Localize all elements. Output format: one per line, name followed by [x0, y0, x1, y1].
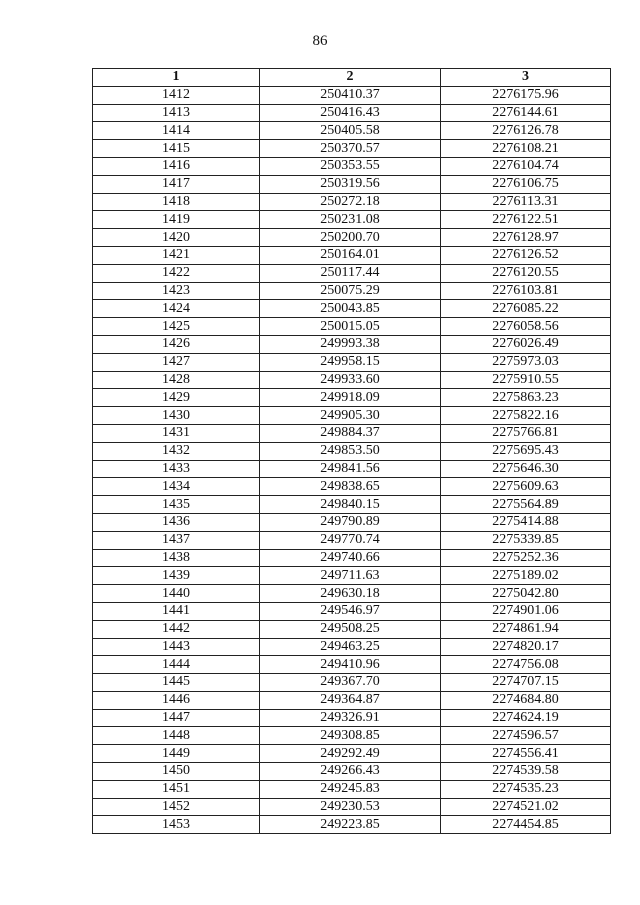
table-cell-col-3: 2276108.21	[441, 140, 611, 158]
table-cell-col-2: 249463.25	[260, 638, 441, 656]
table-cell-col-2: 249711.63	[260, 567, 441, 585]
table-cell-col-1: 1433	[93, 460, 260, 478]
table-row	[93, 353, 611, 371]
table-cell-col-2: 250272.18	[260, 193, 441, 211]
coordinates-table	[92, 68, 611, 834]
table-cell-col-3: 2274756.08	[441, 656, 611, 674]
table-row	[93, 442, 611, 460]
table-cell-col-3: 2275646.30	[441, 460, 611, 478]
table-body	[93, 86, 611, 833]
table-cell-col-1: 1418	[93, 193, 260, 211]
table-cell-col-3: 2274556.41	[441, 745, 611, 763]
table-cell-col-1: 1431	[93, 424, 260, 442]
table-row	[93, 389, 611, 407]
table-cell-col-3: 2274596.57	[441, 727, 611, 745]
table-cell-col-1: 1414	[93, 122, 260, 140]
table-row	[93, 585, 611, 603]
table-cell-col-3: 2276128.97	[441, 229, 611, 247]
table-cell-col-1: 1445	[93, 674, 260, 692]
table-cell-col-2: 250319.56	[260, 175, 441, 193]
table-row	[93, 335, 611, 353]
table-cell-col-2: 249308.85	[260, 727, 441, 745]
table-cell-col-1: 1434	[93, 478, 260, 496]
table-row	[93, 549, 611, 567]
table-cell-col-2: 250015.05	[260, 318, 441, 336]
table-cell-col-1: 1453	[93, 816, 260, 834]
table-cell-col-1: 1437	[93, 531, 260, 549]
table-cell-col-1: 1426	[93, 335, 260, 353]
table-cell-col-3: 2276085.22	[441, 300, 611, 318]
table-cell-col-3: 2275973.03	[441, 353, 611, 371]
table-cell-col-3: 2275695.43	[441, 442, 611, 460]
table-row	[93, 318, 611, 336]
table-row	[93, 371, 611, 389]
table-row	[93, 424, 611, 442]
table-cell-col-3: 2276113.31	[441, 193, 611, 211]
table-cell-col-1: 1438	[93, 549, 260, 567]
table-cell-col-3: 2276103.81	[441, 282, 611, 300]
table-cell-col-2: 250370.57	[260, 140, 441, 158]
table-cell-col-3: 2275339.85	[441, 531, 611, 549]
table-cell-col-2: 249918.09	[260, 389, 441, 407]
column-header-3: 3	[441, 69, 611, 87]
table-cell-col-1: 1430	[93, 407, 260, 425]
table-row	[93, 763, 611, 781]
table-cell-col-3: 2274820.17	[441, 638, 611, 656]
table-cell-col-1: 1444	[93, 656, 260, 674]
table-row	[93, 496, 611, 514]
table-cell-col-1: 1452	[93, 798, 260, 816]
table-cell-col-1: 1419	[93, 211, 260, 229]
table-cell-col-1: 1415	[93, 140, 260, 158]
table-cell-col-2: 249838.65	[260, 478, 441, 496]
table-cell-col-1: 1425	[93, 318, 260, 336]
table-cell-col-3: 2275252.36	[441, 549, 611, 567]
table-cell-col-1: 1447	[93, 709, 260, 727]
table-cell-col-3: 2275863.23	[441, 389, 611, 407]
table-cell-col-2: 249266.43	[260, 763, 441, 781]
table-cell-col-2: 250200.70	[260, 229, 441, 247]
table-row	[93, 727, 611, 745]
table-cell-col-2: 250231.08	[260, 211, 441, 229]
table-cell-col-2: 250410.37	[260, 86, 441, 104]
table-cell-col-1: 1412	[93, 86, 260, 104]
table-row	[93, 246, 611, 264]
table-cell-col-1: 1420	[93, 229, 260, 247]
table-cell-col-2: 250075.29	[260, 282, 441, 300]
table-row	[93, 460, 611, 478]
table-cell-col-3: 2274684.80	[441, 691, 611, 709]
table-cell-col-3: 2274901.06	[441, 602, 611, 620]
table-cell-col-3: 2275042.80	[441, 585, 611, 603]
table-cell-col-2: 249410.96	[260, 656, 441, 674]
table-cell-col-2: 249364.87	[260, 691, 441, 709]
table-row	[93, 745, 611, 763]
table-cell-col-3: 2274707.15	[441, 674, 611, 692]
column-header-2: 2	[260, 69, 441, 87]
table-cell-col-1: 1417	[93, 175, 260, 193]
table-cell-col-3: 2276058.56	[441, 318, 611, 336]
table-row	[93, 691, 611, 709]
table-row	[93, 193, 611, 211]
table-cell-col-1: 1446	[93, 691, 260, 709]
table-cell-col-1: 1423	[93, 282, 260, 300]
table-cell-col-3: 2275910.55	[441, 371, 611, 389]
table-cell-col-3: 2275609.63	[441, 478, 611, 496]
table-cell-col-2: 250043.85	[260, 300, 441, 318]
table-cell-col-3: 2275766.81	[441, 424, 611, 442]
table-cell-col-3: 2276106.75	[441, 175, 611, 193]
table-cell-col-2: 249326.91	[260, 709, 441, 727]
table-cell-col-1: 1451	[93, 780, 260, 798]
table-cell-col-1: 1441	[93, 602, 260, 620]
table-cell-col-3: 2276026.49	[441, 335, 611, 353]
table-cell-col-2: 249993.38	[260, 335, 441, 353]
table-row	[93, 798, 611, 816]
table-row	[93, 282, 611, 300]
table-cell-col-3: 2274624.19	[441, 709, 611, 727]
table-cell-col-3: 2276120.55	[441, 264, 611, 282]
table-cell-col-1: 1422	[93, 264, 260, 282]
table-cell-col-2: 250405.58	[260, 122, 441, 140]
table-cell-col-1: 1432	[93, 442, 260, 460]
table-row	[93, 602, 611, 620]
table-cell-col-1: 1449	[93, 745, 260, 763]
page-number: 86	[312, 33, 328, 49]
table-cell-col-2: 250353.55	[260, 157, 441, 175]
table-row	[93, 816, 611, 834]
table-cell-col-3: 2276175.96	[441, 86, 611, 104]
table-row	[93, 104, 611, 122]
table-cell-col-3: 2275564.89	[441, 496, 611, 514]
table-row	[93, 638, 611, 656]
table-cell-col-1: 1440	[93, 585, 260, 603]
table-cell-col-2: 249841.56	[260, 460, 441, 478]
table-row	[93, 531, 611, 549]
table-row	[93, 567, 611, 585]
table-cell-col-2: 250164.01	[260, 246, 441, 264]
table-cell-col-2: 249905.30	[260, 407, 441, 425]
table-cell-col-2: 249770.74	[260, 531, 441, 549]
table-cell-col-2: 249790.89	[260, 513, 441, 531]
coordinates-table-container	[92, 68, 610, 834]
table-cell-col-3: 2276122.51	[441, 211, 611, 229]
table-cell-col-1: 1442	[93, 620, 260, 638]
table-header-row	[93, 69, 611, 87]
table-cell-col-2: 250416.43	[260, 104, 441, 122]
table-row	[93, 709, 611, 727]
table-row	[93, 211, 611, 229]
table-cell-col-1: 1435	[93, 496, 260, 514]
table-row	[93, 620, 611, 638]
table-row	[93, 157, 611, 175]
table-row	[93, 407, 611, 425]
table-cell-col-2: 249223.85	[260, 816, 441, 834]
table-row	[93, 175, 611, 193]
table-cell-col-1: 1413	[93, 104, 260, 122]
table-cell-col-1: 1429	[93, 389, 260, 407]
table-row	[93, 86, 611, 104]
table-cell-col-3: 2274861.94	[441, 620, 611, 638]
table-row	[93, 780, 611, 798]
table-cell-col-3: 2275822.16	[441, 407, 611, 425]
table-cell-col-2: 249840.15	[260, 496, 441, 514]
table-cell-col-3: 2274535.23	[441, 780, 611, 798]
table-cell-col-2: 249958.15	[260, 353, 441, 371]
table-row	[93, 229, 611, 247]
table-cell-col-2: 249884.37	[260, 424, 441, 442]
table-cell-col-1: 1416	[93, 157, 260, 175]
table-cell-col-2: 249245.83	[260, 780, 441, 798]
table-cell-col-1: 1436	[93, 513, 260, 531]
table-cell-col-2: 249367.70	[260, 674, 441, 692]
table-cell-col-2: 249933.60	[260, 371, 441, 389]
table-cell-col-1: 1428	[93, 371, 260, 389]
table-cell-col-3: 2276126.78	[441, 122, 611, 140]
table-cell-col-2: 250117.44	[260, 264, 441, 282]
table-row	[93, 674, 611, 692]
table-cell-col-2: 249740.66	[260, 549, 441, 567]
table-row	[93, 513, 611, 531]
table-cell-col-2: 249630.18	[260, 585, 441, 603]
table-row	[93, 140, 611, 158]
table-cell-col-1: 1443	[93, 638, 260, 656]
table-cell-col-3: 2275414.88	[441, 513, 611, 531]
table-cell-col-1: 1424	[93, 300, 260, 318]
table-cell-col-1: 1450	[93, 763, 260, 781]
table-cell-col-3: 2276104.74	[441, 157, 611, 175]
table-cell-col-1: 1448	[93, 727, 260, 745]
table-row	[93, 478, 611, 496]
table-cell-col-2: 249230.53	[260, 798, 441, 816]
table-cell-col-1: 1421	[93, 246, 260, 264]
table-cell-col-3: 2274454.85	[441, 816, 611, 834]
table-cell-col-3: 2274521.02	[441, 798, 611, 816]
table-row	[93, 264, 611, 282]
table-cell-col-2: 249853.50	[260, 442, 441, 460]
table-cell-col-2: 249546.97	[260, 602, 441, 620]
table-row	[93, 300, 611, 318]
table-cell-col-2: 249292.49	[260, 745, 441, 763]
table-cell-col-3: 2275189.02	[441, 567, 611, 585]
table-cell-col-3: 2274539.58	[441, 763, 611, 781]
table-cell-col-2: 249508.25	[260, 620, 441, 638]
table-cell-col-1: 1439	[93, 567, 260, 585]
table-cell-col-3: 2276144.61	[441, 104, 611, 122]
table-row	[93, 656, 611, 674]
table-cell-col-1: 1427	[93, 353, 260, 371]
table-cell-col-3: 2276126.52	[441, 246, 611, 264]
table-row	[93, 122, 611, 140]
column-header-1: 1	[93, 69, 260, 87]
